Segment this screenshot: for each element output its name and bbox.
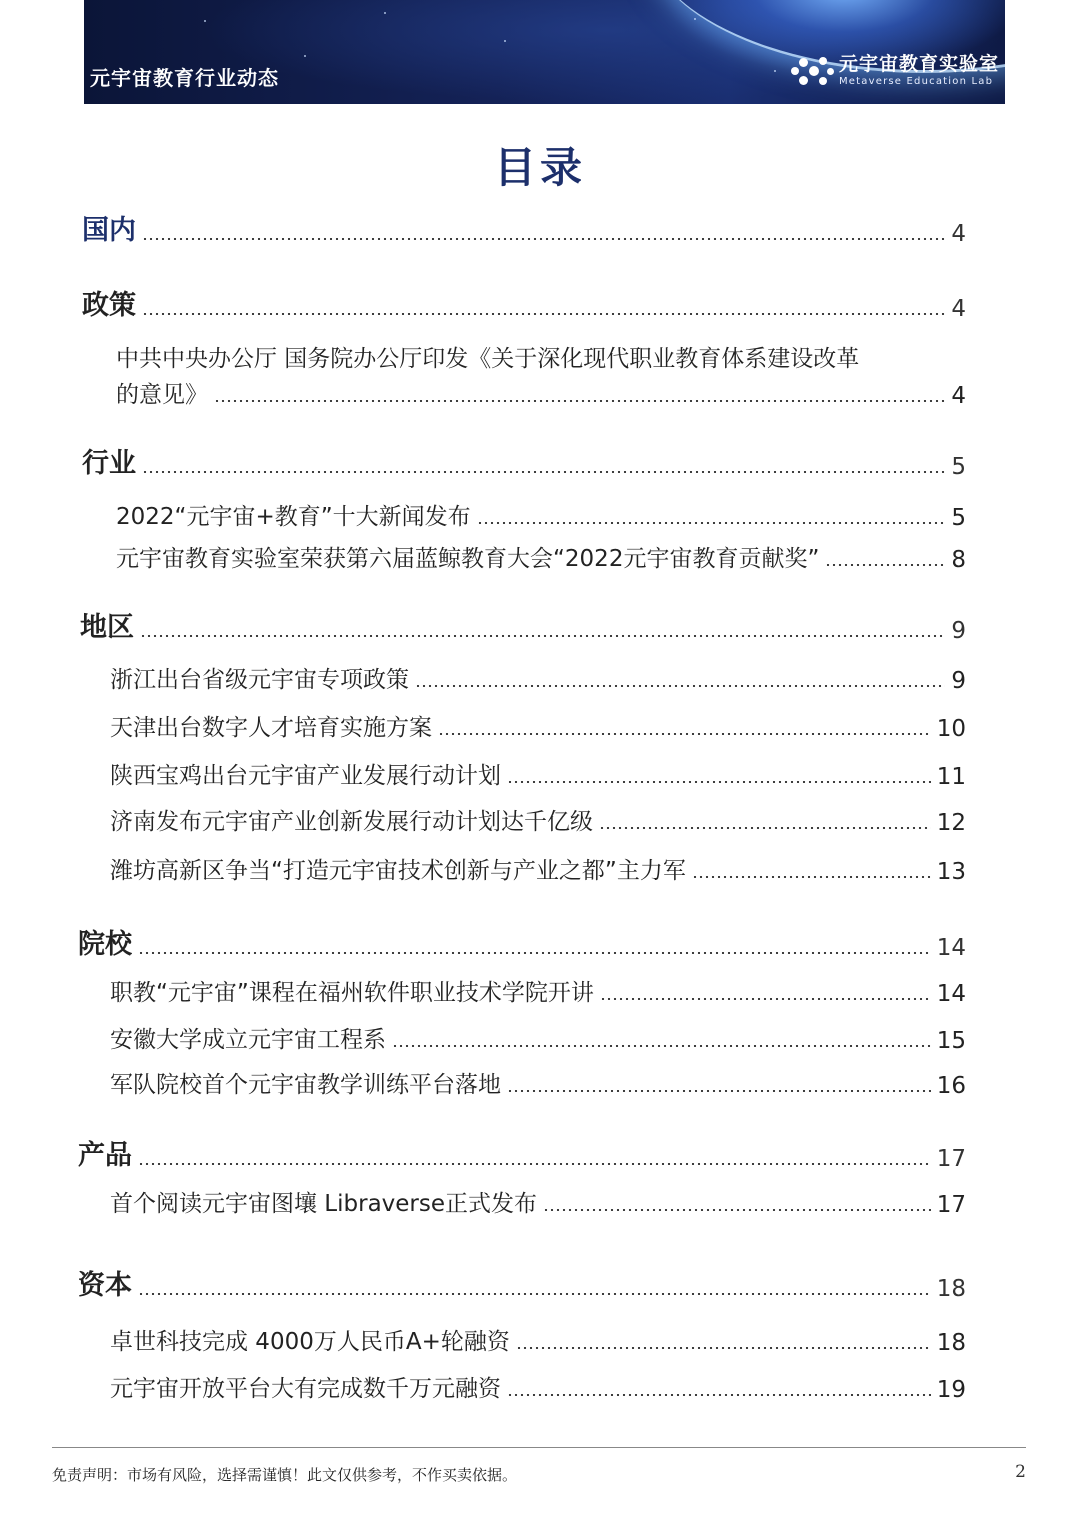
toc-label: 首个阅读元宇宙图壤 Libraverse正式发布 xyxy=(110,1191,538,1217)
dot-leader xyxy=(507,1090,931,1092)
toc-entry-school[interactable] xyxy=(78,922,966,961)
toc-label: 军队院校首个元宇宙教学训练平台落地 xyxy=(110,1072,501,1098)
brand-logo xyxy=(791,54,999,88)
dot-leader xyxy=(138,1163,931,1165)
toc-label: 地区 xyxy=(80,612,134,643)
toc-page: 18 xyxy=(936,1330,966,1356)
toc-label: 的意见》 xyxy=(116,382,208,408)
dot-leader xyxy=(214,400,945,402)
toc-page: 17 xyxy=(936,1146,966,1172)
toc-label: 院校 xyxy=(78,929,132,960)
dot-leader xyxy=(138,1293,931,1295)
dot-leader xyxy=(692,876,931,878)
toc-page: 14 xyxy=(936,935,966,961)
toc-label: 职教“元宇宙”课程在福州软件职业技术学院开讲 xyxy=(110,980,594,1006)
toc-page: 18 xyxy=(936,1276,966,1302)
dot-leader xyxy=(516,1347,931,1349)
dot-leader xyxy=(507,781,931,783)
toc-page: 5 xyxy=(951,505,966,531)
toc-subentry[interactable] xyxy=(110,1021,966,1054)
toc-label: 行业 xyxy=(82,448,136,479)
toc-label: 安徽大学成立元宇宙工程系 xyxy=(110,1027,386,1053)
toc-page: 10 xyxy=(936,716,966,742)
toc-label: 政策 xyxy=(82,290,136,321)
toc-label: 元宇宙教育实验室荣获第六届蓝鲸教育大会“2022元宇宙教育贡献奖” xyxy=(116,546,820,572)
header-banner xyxy=(84,0,1005,104)
dot-leader xyxy=(142,471,945,473)
toc-subentry-policy[interactable] xyxy=(116,376,966,409)
toc-subentry[interactable] xyxy=(110,1323,966,1356)
toc-page: 4 xyxy=(951,296,966,322)
logo-name-en: Metaverse Education Lab xyxy=(838,76,994,87)
toc-subentry[interactable] xyxy=(110,1370,966,1403)
toc-label: 国内 xyxy=(82,215,136,246)
page-title: 目录 xyxy=(493,143,586,192)
toc-label: 济南发布元宇宙产业创新发展行动计划达千亿级 xyxy=(110,809,593,835)
toc-entry-domestic[interactable] xyxy=(82,208,966,247)
toc-page: 13 xyxy=(936,859,966,885)
dot-leader xyxy=(825,564,945,566)
toc-label: 潍坊高新区争当“打造元宇宙技术创新与产业之都”主力军 xyxy=(110,858,686,884)
toc-entry-region[interactable] xyxy=(80,605,966,644)
toc-label: 陕西宝鸡出台元宇宙产业发展行动计划 xyxy=(110,763,501,789)
toc-page: 17 xyxy=(936,1192,966,1218)
section-title: 元宇宙教育行业动态 xyxy=(90,66,279,90)
toc-entry-capital[interactable] xyxy=(78,1263,966,1302)
toc-subentry[interactable] xyxy=(110,709,966,742)
toc-page: 19 xyxy=(936,1377,966,1403)
toc-subentry[interactable] xyxy=(110,974,966,1007)
toc-page: 15 xyxy=(936,1028,966,1054)
toc-page: 12 xyxy=(936,810,966,836)
dot-leader xyxy=(477,522,946,524)
footer-divider xyxy=(52,1447,1026,1448)
dot-leader xyxy=(438,733,931,735)
toc-subentry-policy-line1[interactable]: 中共中央办公厅 国务院办公厅印发《关于深化现代职业教育体系建设改革 xyxy=(116,346,860,372)
dot-leader xyxy=(507,1394,931,1396)
toc-label: 元宇宙开放平台大有完成数千万元融资 xyxy=(110,1376,501,1402)
toc-page: 4 xyxy=(951,221,966,247)
toc-label: 浙江出台省级元宇宙专项政策 xyxy=(110,667,409,693)
toc-page: 14 xyxy=(936,981,966,1007)
toc-page: 16 xyxy=(936,1073,966,1099)
toc-page: 5 xyxy=(951,454,966,480)
toc-label: 资本 xyxy=(78,1270,132,1301)
toc-subentry[interactable] xyxy=(110,1066,966,1099)
toc-subentry[interactable] xyxy=(116,498,966,531)
toc-subentry[interactable] xyxy=(110,757,966,790)
toc-entry-industry[interactable] xyxy=(82,441,966,480)
dot-leader xyxy=(392,1045,931,1047)
toc-page: 9 xyxy=(951,668,966,694)
toc-subentry[interactable] xyxy=(110,661,966,694)
dot-leader xyxy=(599,827,931,829)
dot-leader xyxy=(142,238,945,240)
toc-page: 8 xyxy=(951,547,966,573)
toc-subentry[interactable] xyxy=(110,1185,966,1218)
toc-label: 2022“元宇宙+教育”十大新闻发布 xyxy=(116,504,471,530)
toc-entry-product[interactable] xyxy=(78,1133,966,1172)
toc-label: 卓世科技完成 4000万人民币A+轮融资 xyxy=(110,1329,510,1355)
dot-leader xyxy=(140,635,945,637)
dot-leader xyxy=(543,1209,931,1211)
toc-label: 天津出台数字人才培育实施方案 xyxy=(110,715,432,741)
dot-leader xyxy=(142,313,945,315)
toc-page: 4 xyxy=(951,383,966,409)
dot-leader xyxy=(415,685,945,687)
toc-entry-policy[interactable] xyxy=(82,283,966,322)
page-number: 2 xyxy=(1015,1462,1026,1482)
disclaimer-text: 免责声明：市场有风险，选择需谨慎！此文仅供参考，不作买卖依据。 xyxy=(52,1466,518,1484)
logo-icon xyxy=(791,54,835,88)
toc-label: 产品 xyxy=(78,1140,132,1171)
logo-name-cn: 元宇宙教育实验室 xyxy=(838,53,999,75)
dot-leader xyxy=(138,952,931,954)
toc-subentry[interactable] xyxy=(110,852,966,885)
toc-subentry[interactable] xyxy=(116,540,966,573)
toc-page: 11 xyxy=(936,764,966,790)
dot-leader xyxy=(600,998,931,1000)
toc-page: 9 xyxy=(951,618,966,644)
toc-subentry[interactable] xyxy=(110,803,966,836)
